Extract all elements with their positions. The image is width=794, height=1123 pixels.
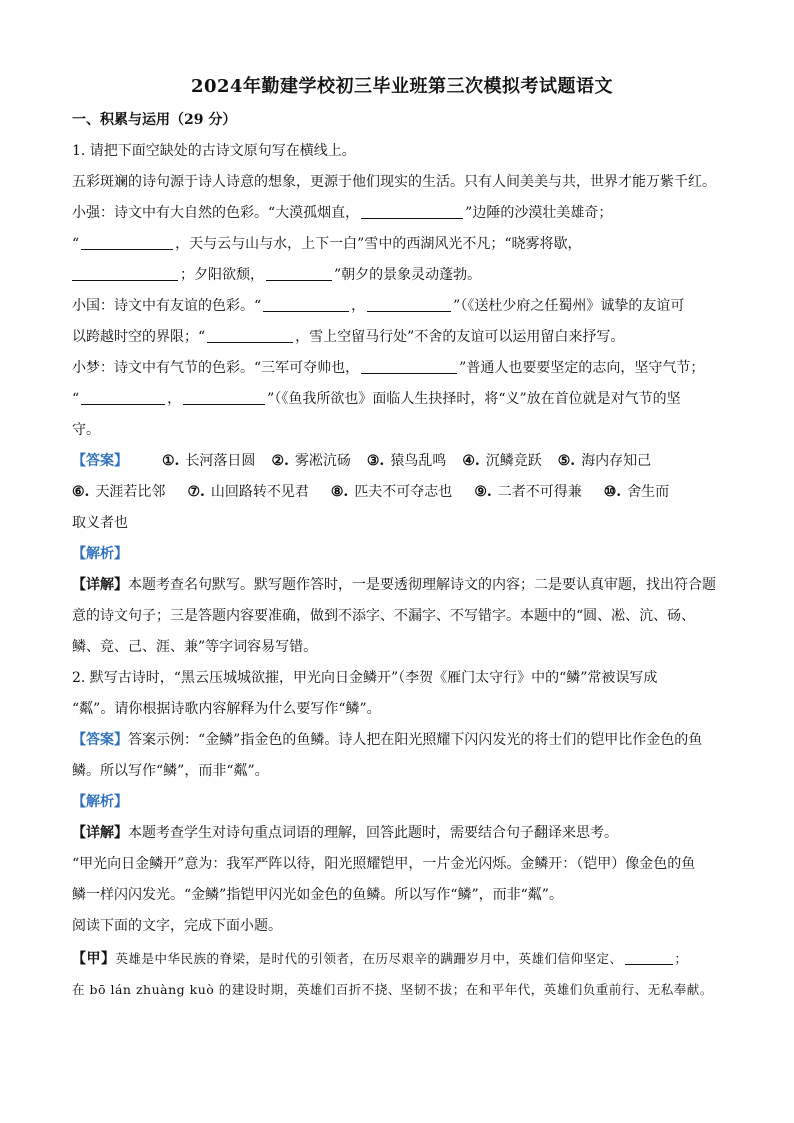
analysis-tag: 【解析】 [72,546,128,562]
q1-line-5: 以跨越时空的界限；“ ，雪上空留马行处”不舍的友谊可以运用留白来抒写。 [72,329,625,345]
answer-item: ⑤. 海内存知己 [557,453,652,469]
reading-passage-line-1: 【甲】英雄是中华民族的脊梁，是时代的引领者，在历尽艰辛的蹒跚岁月中，英雄们信仰坚定、 ； [72,951,688,967]
answer-blank [266,266,332,281]
detail-tag: 【详解】 [72,577,128,593]
answer-tag: 【答案】 [72,732,128,748]
answer-item: ①. 长河落日圆 [162,453,256,469]
q1-stem: 1. 请把下面空缺处的古诗文原句写在横线上。 [72,143,356,159]
analysis-tag: 【解析】 [72,794,128,810]
q1-intro: 五彩斑斓的诗句源于诗人诗意的想象，更源于他们现实的生活。只有人间美美与共，世界才能万紫千红。 [72,174,716,190]
q1-line-3: ；夕阳欲颓， ”朝夕的景象灵动蓬勃。 [72,265,732,285]
answer-blank [625,950,673,965]
reading-passage-line-2: 在 bō lán zhuàng kuò 的建设时期，英雄们百折不挠、坚韧不拔；在和平年代，英雄们负重前行、无私奉献。 [72,982,713,997]
passage-tag: 【甲】 [72,951,116,967]
answer-blank [72,266,178,281]
q2-stem-2: “粼”。请你根据诗歌内容解释为什么要写作“鳞”。 [72,701,381,717]
q1-answer-row-2 [72,482,732,502]
reading-intro: 阅读下面的文字，完成下面小题。 [72,918,282,934]
answer-item: ②. 雾凇沆砀 [271,453,351,469]
answer-blank [361,204,463,219]
q1-answer-row-1 [72,451,732,471]
q1-line-2: “ ，天与云与山与水，上下一白”雪中的西湖风光不凡；“晓雾将歇， [72,236,582,252]
answer-item: ⑨. 二者不可得兼 [474,484,582,500]
answer-item: ③. 猿鸟乱鸣 [366,453,447,469]
q1-line-6: 小梦：诗文中有气节的色彩。“三军可夺帅也， ”普通人也要要坚定的志向，坚守气节； [72,360,705,376]
answer-blank [81,390,165,405]
q1-line-1: 小强：诗文中有大自然的色彩。“大漠孤烟直， ”边陲的沙漠壮美雄奇； [72,205,613,221]
answer-item: ④. 沉鳞竞跃 [462,453,542,469]
q2-detail-1: 【详解】本题考查学生对诗句重点词语的理解，回答此题时，需要结合句子翻译来思考。 [72,825,618,841]
q1-line-7: “ ， ”（《鱼我所欲也》面临人生抉择时，将“义”放在首位就是对气节的坚 [72,391,681,407]
q1-line-8: 守。 [72,422,100,438]
answer-item: ⑦. 山回路转不见君 [187,484,309,500]
q2-detail-3: 鳞一样闪闪发光。“金鳞”指铠甲闪光如金色的鱼鳞。所以写作“鳞”，而非“粼”。 [72,887,563,903]
detail-tag: 【详解】 [72,825,128,841]
q1-detail-3: 鳞、竞、己、涯、兼”等字词容易写错。 [72,639,318,655]
answer-blank [183,390,265,405]
q2-stem-1: 2. 默写古诗时，“黑云压城城欲摧，甲光向日金鳞开”（李贺《雁门太守行》中的“鳞”常被误写成 [72,670,658,686]
answer-item: ⑥. 天涯若比邻 [72,484,166,500]
section-heading: 一、积累与运用（29 分） [72,112,237,128]
q1-detail-2: 意的诗文句子；三是答题内容要准确，做到不添字、不漏字、不写错字。本题中的“圆、凇、沆、砀、 [72,608,696,624]
answer-item: ⑩. 舍生而 [603,484,670,500]
answer-blank [361,359,457,374]
answer-blank [263,297,349,312]
q2-answer-2: 鳞。所以写作“鳞”，而非“粼”。 [72,763,269,779]
answer-item: ⑧. 匹夫不可夺志也 [330,484,453,500]
answer-blank [81,235,173,250]
q1-line-4: 小国：诗文中有友谊的色彩。“ ， ”（《送杜少府之任蜀州》诚挚的友谊可 [72,298,685,314]
q2-answer-1: 【答案】答案示例：“金鳞”指金色的鱼鳞。诗人把在阳光照耀下闪闪发光的将士们的铠甲比作金色的鱼 [72,732,703,748]
answer-blank [207,328,293,343]
answer-blank [367,297,451,312]
answer-tag: 【答案】 [72,453,128,469]
q1-answer-tail: 取义者也 [72,515,128,531]
q2-detail-2: “甲光向日金鳞开”意为：我军严阵以待，阳光照耀铠甲，一片金光闪烁。金鳞开：（铠甲）像金色的鱼 [72,856,696,872]
q1-detail-1: 【详解】本题考查名句默写。默写题作答时，一是要透彻理解诗文的内容；二是要认真审题，找出符合题 [72,577,716,593]
page-title: 2024年勤建学校初三毕业班第三次模拟考试题语文 [190,76,614,97]
